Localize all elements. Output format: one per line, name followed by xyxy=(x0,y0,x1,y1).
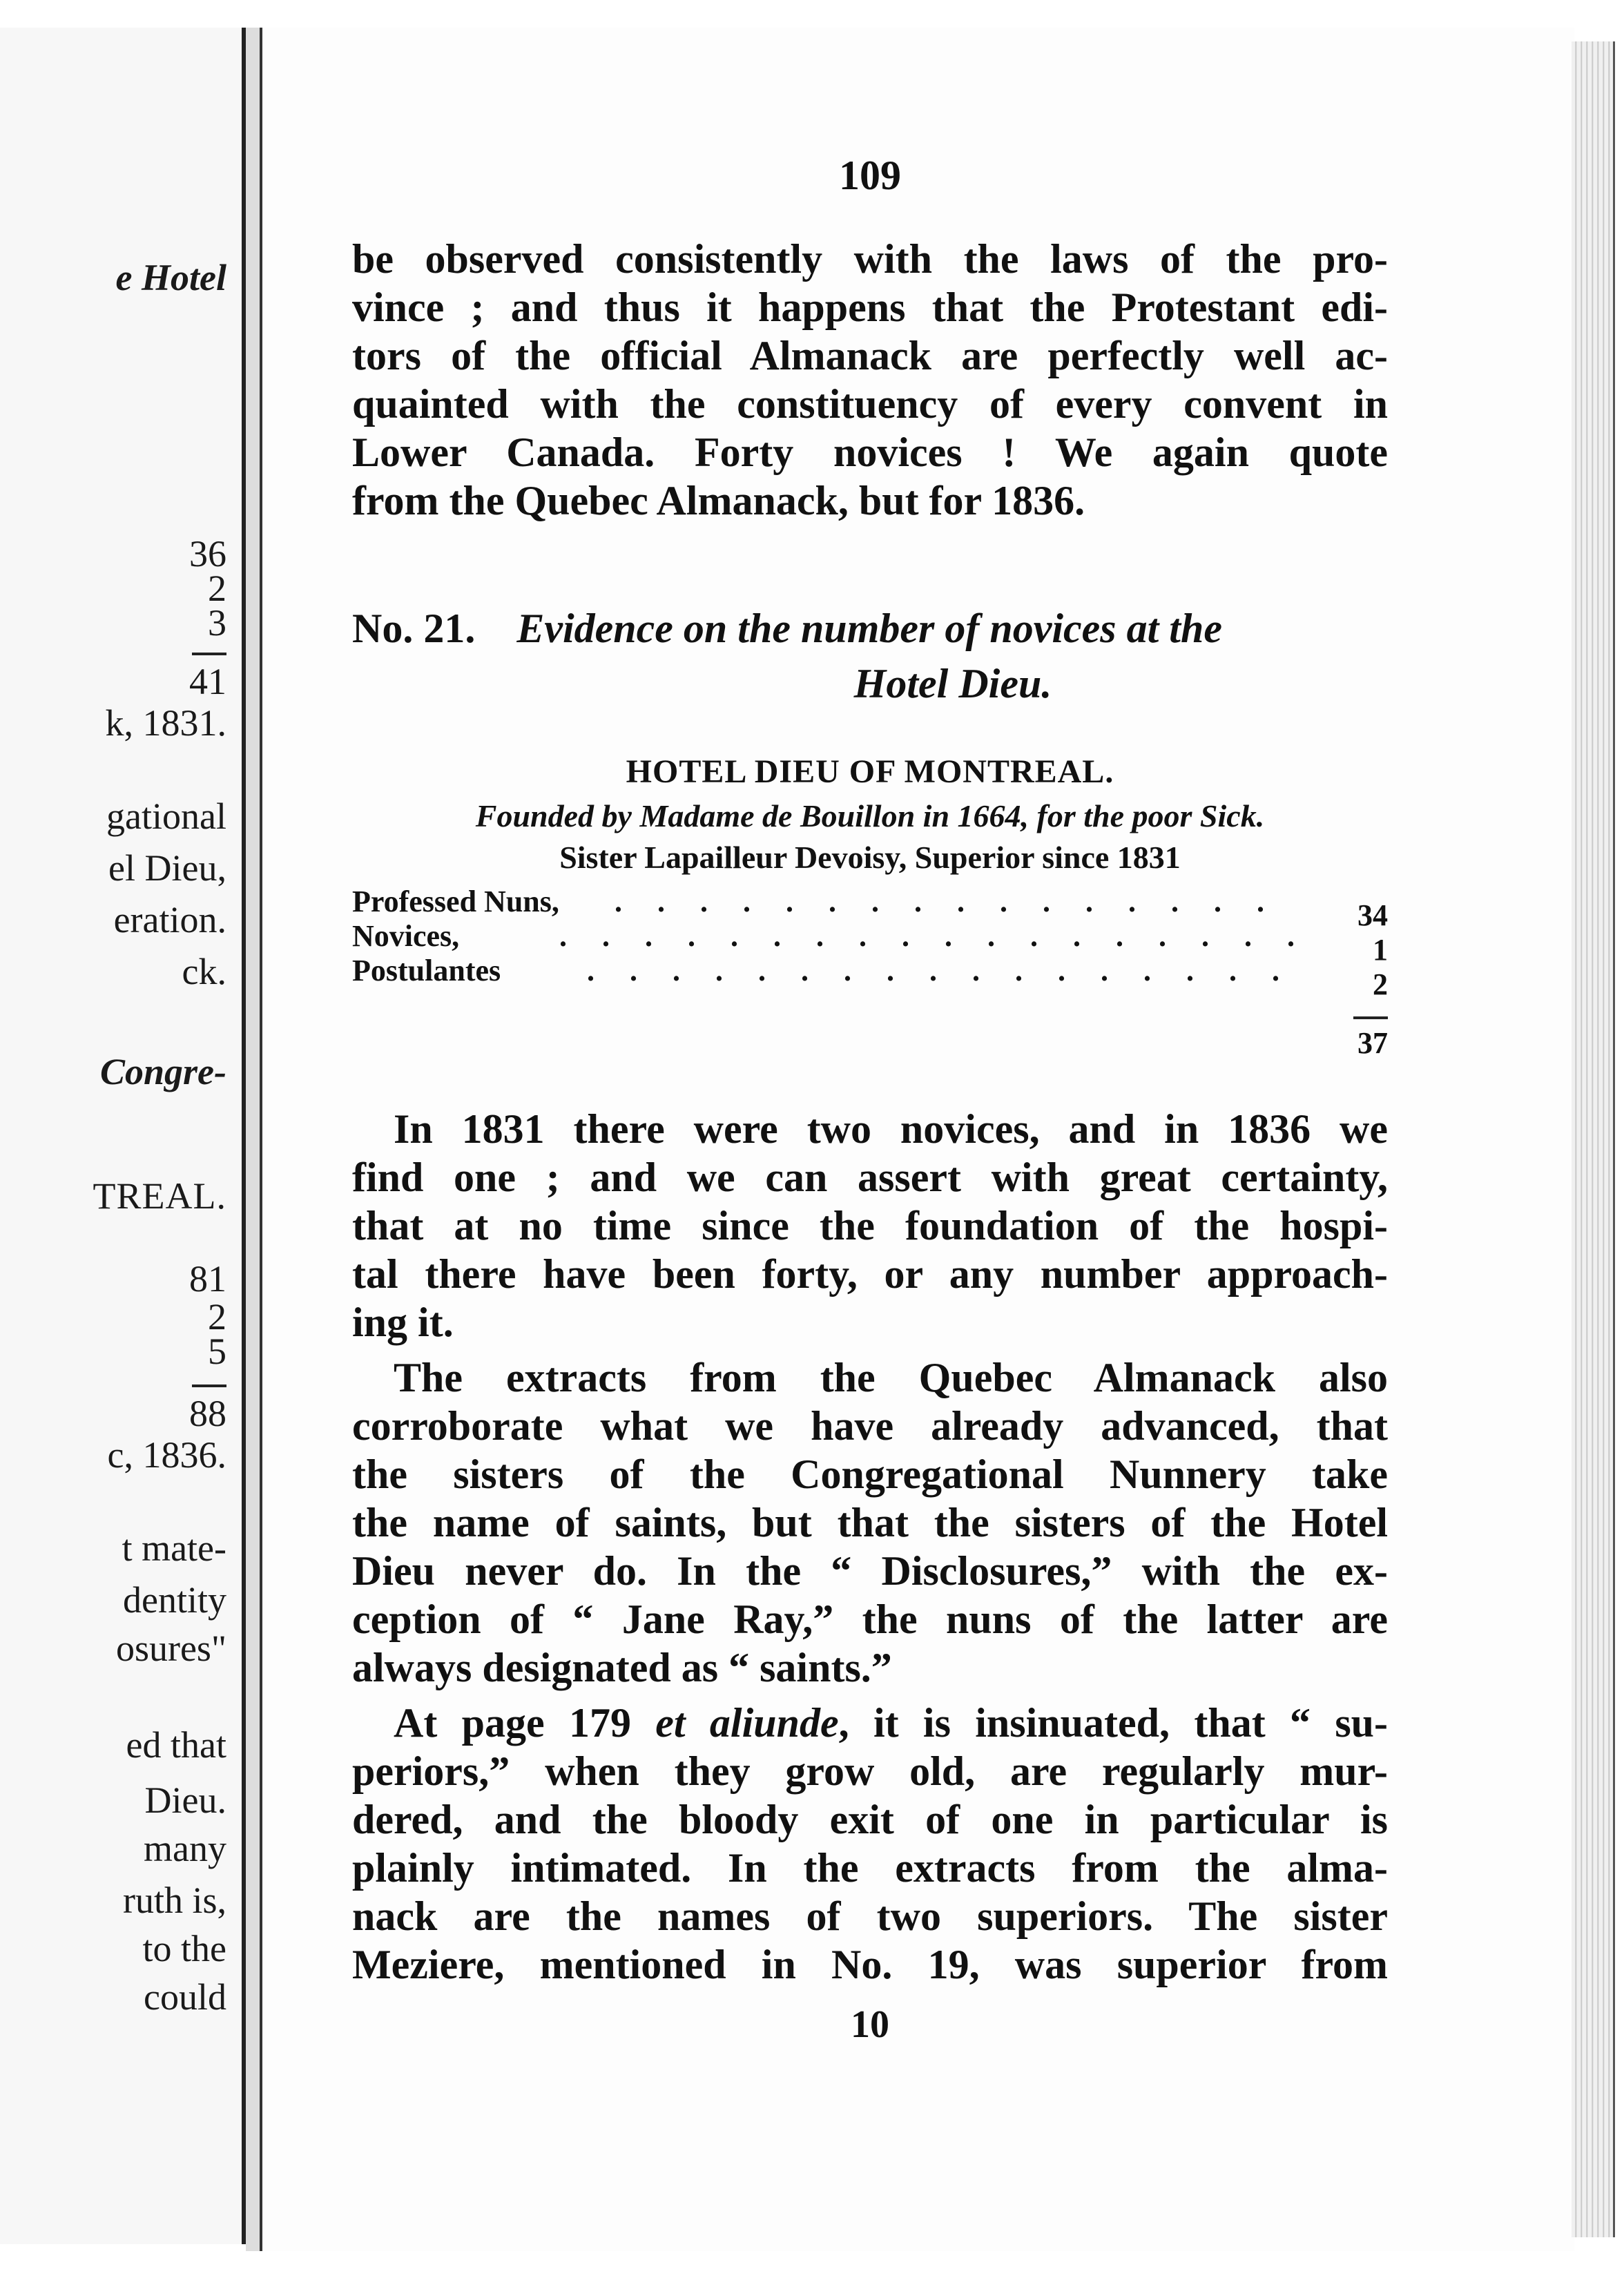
left-line: Dieu. xyxy=(144,1779,226,1821)
signature-mark: 10 xyxy=(851,2003,889,2046)
left-line: t mate- xyxy=(122,1527,226,1569)
left-sum-rule xyxy=(192,653,226,655)
left-line: 2 xyxy=(208,568,226,609)
text-line: vince ; and thus it happens that the Protestant edi- xyxy=(352,284,1388,330)
text-line: tal there have been forty, or any number approach- xyxy=(352,1251,1388,1297)
text-line: corroborate what we have already advanced, that xyxy=(352,1403,1388,1449)
leader-dots: . . . . . . . . . . . . . . . . xyxy=(615,885,1278,918)
text-line: periors,” when they grow old, are regularly mur- xyxy=(352,1748,1388,1794)
heading-number: No. 21. xyxy=(352,606,476,651)
leader-dots: . . . . . . . . . . . . . . . . . xyxy=(587,954,1293,987)
left-line: 3 xyxy=(208,602,226,644)
text-line: plainly intimated. In the extracts from the alma- xyxy=(352,1845,1388,1891)
row-value: 2 xyxy=(1373,967,1388,1001)
text-line: The extracts from the Quebec Almanack also xyxy=(394,1355,1388,1400)
left-line: el Dieu, xyxy=(108,847,226,889)
heading-title-continued: Hotel Dieu. xyxy=(853,661,1052,706)
table-row xyxy=(352,884,1388,932)
paragraph-2 xyxy=(352,1105,1388,1347)
left-sum-rule xyxy=(192,1384,226,1387)
right-page xyxy=(260,28,1574,2251)
text-line: Lower Canada. Forty novices ! We again quote xyxy=(352,430,1388,475)
left-line: 81 xyxy=(189,1258,226,1300)
table-founded: Founded by Madame de Bouillon in 1664, for the poor Sick. xyxy=(475,798,1265,833)
heading-line xyxy=(352,601,1388,656)
text-line: quainted with the constituency of every convent in xyxy=(352,381,1388,427)
text-line: the sisters of the Congregational Nunnery take xyxy=(352,1451,1388,1497)
section-heading xyxy=(352,601,1388,711)
left-line: 88 xyxy=(189,1393,226,1434)
paragraph-1 xyxy=(352,235,1388,525)
left-facing-page xyxy=(0,28,246,2244)
left-line: c, 1836. xyxy=(107,1434,226,1476)
row-label: Novices, xyxy=(352,919,460,953)
left-line: 2 xyxy=(208,1296,226,1338)
text-line: ception of “ Jane Ray,” the nuns of the latter are xyxy=(352,1596,1388,1642)
table-row xyxy=(352,953,1388,1001)
text-line: from the Quebec Almanack, but for 1836. xyxy=(352,478,1085,523)
text-fragment: et aliunde xyxy=(655,1700,839,1746)
left-line: e Hotel xyxy=(115,257,226,298)
table-sum-rule xyxy=(1353,1016,1388,1019)
table-total: 37 xyxy=(1357,1026,1388,1060)
text-line: dered, and the bloody exit of one in particular is xyxy=(352,1797,1388,1842)
page-number: 109 xyxy=(839,153,901,198)
row-label: Professed Nuns, xyxy=(352,885,559,918)
table-row xyxy=(352,918,1388,967)
text-line: find one ; and we can assert with great certainty, xyxy=(352,1155,1388,1200)
text-line: In 1831 there were two novices, and in 1836 we xyxy=(394,1106,1388,1152)
left-line: eration. xyxy=(113,899,226,940)
text-line: the name of saints, but that the sisters of the Hotel xyxy=(352,1500,1388,1545)
paragraph-4 xyxy=(352,1699,1388,1989)
table-superior: Sister Lapailleur Devoisy, Superior since 1831 xyxy=(559,840,1181,875)
text-line: ing it. xyxy=(352,1300,454,1345)
left-line: ck. xyxy=(182,951,226,992)
paragraph-3 xyxy=(352,1353,1388,1692)
left-line: many xyxy=(144,1828,226,1869)
heading-title: Evidence on the number of novices at the xyxy=(516,606,1222,651)
text-line: Dieu never do. In the “ Disclosures,” with the ex- xyxy=(352,1548,1388,1594)
left-line: osures" xyxy=(115,1628,226,1669)
text-line: always designated as “ saints.” xyxy=(352,1645,892,1690)
text-line: nack are the names of two superiors. The sister xyxy=(352,1893,1388,1939)
left-line: TREAL. xyxy=(93,1175,226,1217)
text-fragment: At page 179 xyxy=(394,1700,656,1746)
left-line: Congre- xyxy=(99,1051,226,1092)
left-line: k, 1831. xyxy=(105,702,226,744)
page-edges xyxy=(1572,41,1615,2237)
left-line: dentity xyxy=(123,1579,226,1621)
text-line: Meziere, mentioned in No. 19, was superior from xyxy=(352,1942,1388,1987)
text-fragment: , it is insinuated, that “ su- xyxy=(838,1700,1389,1746)
row-label: Postulantes xyxy=(352,954,501,987)
left-line: could xyxy=(144,1976,226,2018)
left-line: 5 xyxy=(208,1331,226,1372)
book-spine xyxy=(246,28,260,2251)
row-value: 34 xyxy=(1357,898,1388,932)
text-line: be observed consistently with the laws of the pro- xyxy=(352,236,1388,282)
left-line: ruth is, xyxy=(122,1880,226,1921)
left-line: ed that xyxy=(126,1724,226,1766)
text-line xyxy=(352,1699,1388,1747)
text-line: that at no time since the foundation of the hospi- xyxy=(352,1203,1388,1248)
row-value: 1 xyxy=(1373,933,1388,967)
left-line: gational xyxy=(106,795,226,837)
left-line: to the xyxy=(142,1928,226,1969)
table-title: HOTEL DIEU OF MONTREAL. xyxy=(626,753,1114,790)
leader-dots: . . . . . . . . . . . . . . . . . . xyxy=(559,919,1308,953)
text-line: tors of the official Almanack are perfectly well ac- xyxy=(352,333,1388,378)
left-line: 36 xyxy=(189,533,226,575)
left-line: 41 xyxy=(189,661,226,702)
